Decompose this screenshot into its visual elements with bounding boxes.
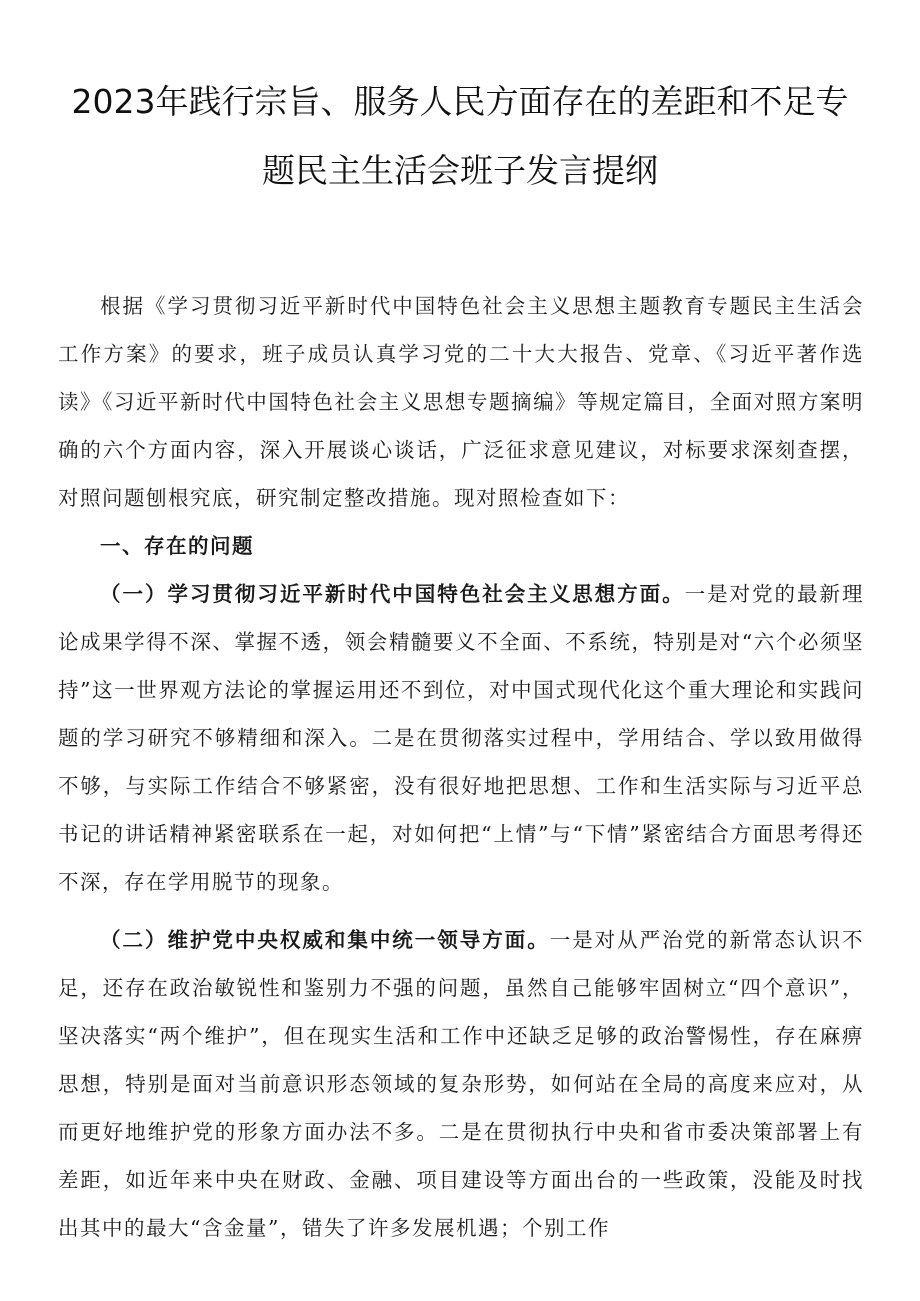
- intro-paragraph: 根据《学习贯彻习近平新时代中国特色社会主义思想主题教育专题民主生活会工作方案》的要求，班子成员认真学习党的二十大大报告、党章、《习近平著作选读》《习近平新时代中国特色社会主义思想专题摘编》等规定篇目，全面对照方案明确的六个方面内容，深入开展谈心谈话，广泛征求意见建议，对标要求深刻查摆，对照问题刨根究底，研究制定整改措施。现对照检查如下：: [58, 294, 864, 510]
- document-body: [58, 282, 864, 1252]
- item-1-heading: （一）学习贯彻习近平新时代中国特色社会主义思想方面。: [100, 582, 685, 606]
- item-1-paragraph: [58, 570, 864, 906]
- section-heading-problems: 一、存在的问题: [100, 534, 254, 558]
- item-2-text: 一是对从严治党的新常态认识不足，还存在政治敏锐性和鉴别力不强的问题，虽然自己能够牢固树立“四个意识”，坚决落实“两个维护”，但在现实生活和工作中还缺乏足够的政治警惕性，存在麻痹思想，特别是面对当前意识形态领域的复杂形势，如何站在全局的高度来应对，从而更好地维护党的形象方面办法不多。二是在贯彻执行中央和省市委决策部署上有差距，如近年来中央在财政、金融、项目建设等方面出台的一些政策，没能及时找出其中的最大“含金量”，错失了许多发展机遇；个别工作: [58, 928, 865, 1240]
- document-title-line-1: 2023年践行宗旨、服务人民方面存在的差距和不足专: [71, 82, 849, 121]
- document-title-line-2: 题民主生活会班子发言提纲: [262, 151, 658, 190]
- item-2-paragraph: [58, 916, 864, 1252]
- item-2-heading: （二）维护党中央权威和集中统一领导方面。: [100, 928, 550, 952]
- item-1-text: 一是对党的最新理论成果学得不深、掌握不透，领会精髓要义不全面、不系统，特别是对“六个必须坚持”这一世界观方法论的掌握运用还不到位，对中国式现代化这个重大理论和实践问题的学习研究不够精细和深入。二是在贯彻落实过程中，学用结合、学以致用做得不够，与实际工作结合不够紧密，没有很好地把思想、工作和生活实际与习近平总书记的讲话精神紧密联系在一起，对如何把“上情”与“下情”紧密结合方面思考得还不深，存在学用脱节的现象。: [58, 582, 865, 894]
